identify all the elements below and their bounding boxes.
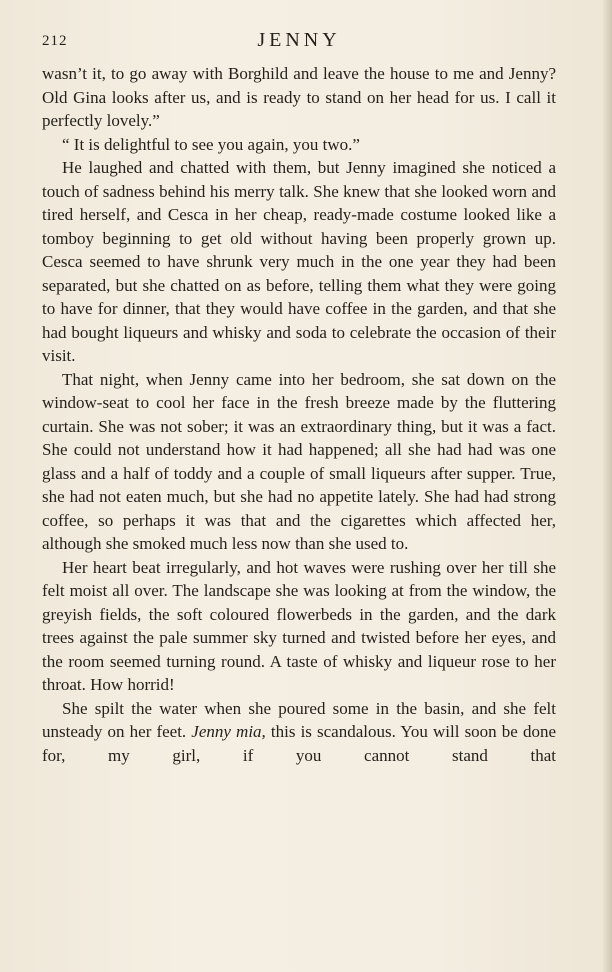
body-text (42, 62, 556, 767)
page-edge-shadow (602, 0, 612, 972)
paragraph: Her heart beat irregularly, and hot waves were rushing over her till she felt moist all over. The landscape she was looking at from the window, the greyish fields, the soft coloured flowerbeds in the garden, and the dark trees against the pale summer sky turned and twisted before her eyes, and the room seemed turning round. A taste of whisky and liqueur rose to her throat. How horrid! (42, 557, 556, 694)
page-header (42, 29, 556, 55)
paragraph-continuation: wasn’t it, to go away with Borghild and leave the house to me and Jenny? Old Gina looks after us, and is ready to stand on her head for us. I call it perfectly lovely.” (42, 64, 556, 130)
paragraph: He laughed and chatted with them, but Jenny imagined she noticed a touch of sadness behind his merry talk. She knew that she looked worn and tired herself, and Cesca in her cheap, ready-made costume looked like a tomboy beginning to get old without having been properly grown up. Cesca seemed to have shrunk very much in the one year they had been separated, but she chatted on as before, telling them what they were going to have for dinner, that they would have coffee in the garden, and that she had bought liqueurs and whisky and soda to celebrate the occasion of their visit. (42, 158, 556, 365)
text-run: this is scandalous. You will soon be done for, my girl, if you cannot stand that (42, 722, 556, 765)
italic-phrase: Jenny mia, (191, 722, 266, 741)
paragraph-quote: “ It is delightful to see you again, you two.” (62, 134, 360, 154)
paragraph-final (42, 697, 556, 768)
text-run: She spilt the water when she poured some in the basin, and she felt unsteady on her feet. (42, 698, 556, 741)
paragraph: That night, when Jenny came into her bedroom, she sat down on the window-seat to cool her face in the fresh breeze made by the fluttering curtain. She was not sober; it was an extraordinary thing, but it was a fact. She could not understand how it had happened; all she had had was one glass and a half of toddy and a couple of small liqueurs after supper. True, she had not eaten much, but she had no appetite lately. She had had strong coffee, so perhaps it was that and the cigarettes which affected her, although she smoked much less now than she used to. (42, 369, 556, 553)
page-number: 212 (42, 33, 68, 49)
running-title: JENNY (257, 29, 341, 51)
